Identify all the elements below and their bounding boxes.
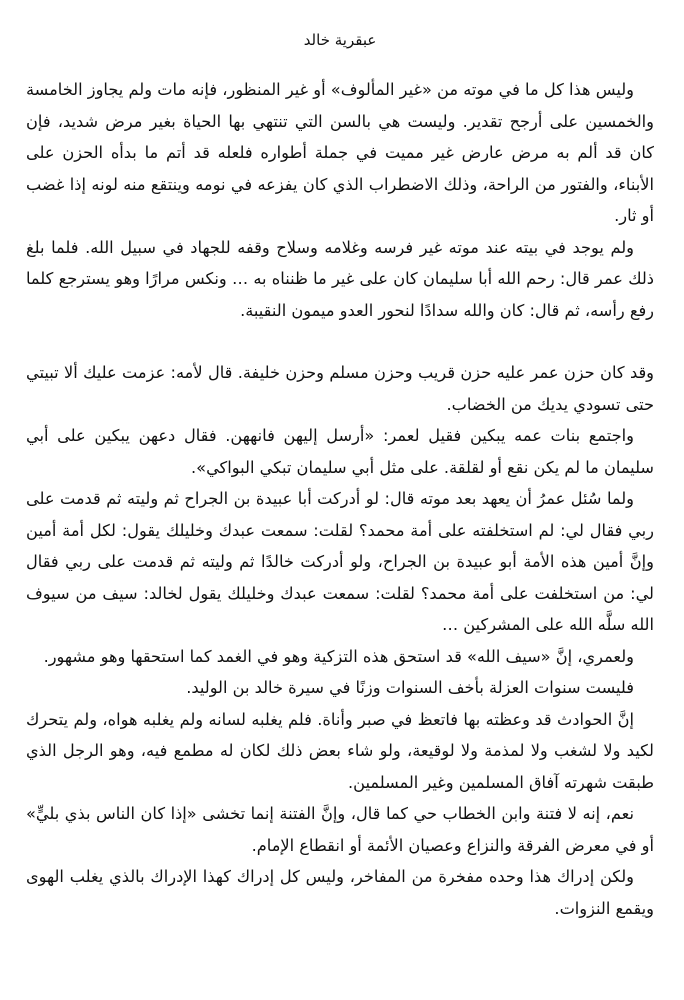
body-text [26,74,654,924]
running-header: عبقرية خالد [303,31,377,49]
paragraph-10: ولكن إدراك هذا وحده مفخرة من المفاخر، وليس كل إدراك كهذا الإدراك بالذي يغلب الهوى ويقمع النزوات. [26,867,654,918]
paragraph-1: وليس هذا كل ما في موته من «غير المألوف» أو غير المنظور، فإنه مات ولم يجاوز الخامسة والخمسين على أرجح تقدير. وليست هي بالسن التي تنتهي بها الحياة بغير مرض شديد، فإن كان قد ألم به مرض عارض غير مميت في جملة أطواره فلعله قد أتم ما بدأه الحزن على الأبناء، والفتور من الراحة، وذلك الاضطراب الذي كان يفزعه في نومه وينتقع منه لونه إذا غضب أو ثار. [26,80,654,225]
paragraph-8: إنَّ الحوادث قد وعظته بها فاتعظ في صبر وأناة. فلم يغلبه لسانه ولم يغلبه هواه، ولم يتحرك لكيد ولا لشغب ولا لمذمة ولا لوقيعة، ولو شاء بعض ذلك لكان له مطمع فيه، وهو الرجل الذي طبقت شهرته آفاق المسلمين وغير المسلمين. [26,709,654,792]
paragraph-2: ولم يوجد في بيته عند موته غير فرسه وغلامه وسلاح وقفه للجهاد في سبيل الله. فلما بلغ ذلك عمر قال: رحم الله أبا سليمان كان على غير ما ظنناه به … ونكس مرارًا وهو يسترجع كلما رفع رأسه، ثم قال: كان والله سدادًا لنحور العدو ميمون النقيبة. [26,237,654,320]
paragraph-4: واجتمع بنات عمه يبكين فقيل لعمر: «أرسل إليهن فانههن. فقال دعهن يبكين على أبي سليمان ما لم يكن نقع أو لقلقة. على مثل أبي سليمان تبكي البواكي». [26,426,654,477]
paragraph-5: ولما سُئل عمرُ أن يعهد بعد موته قال: لو أدركت أبا عبيدة بن الجراح ثم وليته ثم قدمت على ربي فقال لي: لم استخلفته على أمة محمد؟ لقلت: سمعت عبدك وخليلك يقول: لكل أمة أمين وإنَّ أمين هذه الأمة أبو عبيدة بن الجراح، ولو أدركت خالدًا ثم وليته ثم قدمت على ربي فقال لي: من استخلفت على أمة محمد؟ لقلت: سمعت عبدك وخليلك يقول لخالد: سيف من سيوف الله سلَّه الله على المشركين … [26,489,654,634]
paragraph-7: فليست سنوات العزلة بأخف السنوات وزنًا في سيرة خالد بن الوليد. [186,678,634,697]
paragraph-6: ولعمري، إنَّ «سيف الله» قد استحق هذه التزكية وهو في الغمد كما استحقها وهو مشهور. [43,646,634,666]
paragraph-9: نعم، إنه لا فتنة وابن الخطاب حي كما قال، وإنَّ الفتنة إنما تخشى «إذا كان الناس بذي بليٍّ» أو في معرض الفرقة والنزاع وعصيان الأئمة أو انقطاع الإمام. [26,804,654,855]
paragraph-3: وقد كان حزن عمر عليه حزن قريب وحزن مسلم وحزن خليفة. قال لأمه: عزمت عليك ألا تبيتي حتى تسودي يديك من الخضاب. [26,363,654,414]
